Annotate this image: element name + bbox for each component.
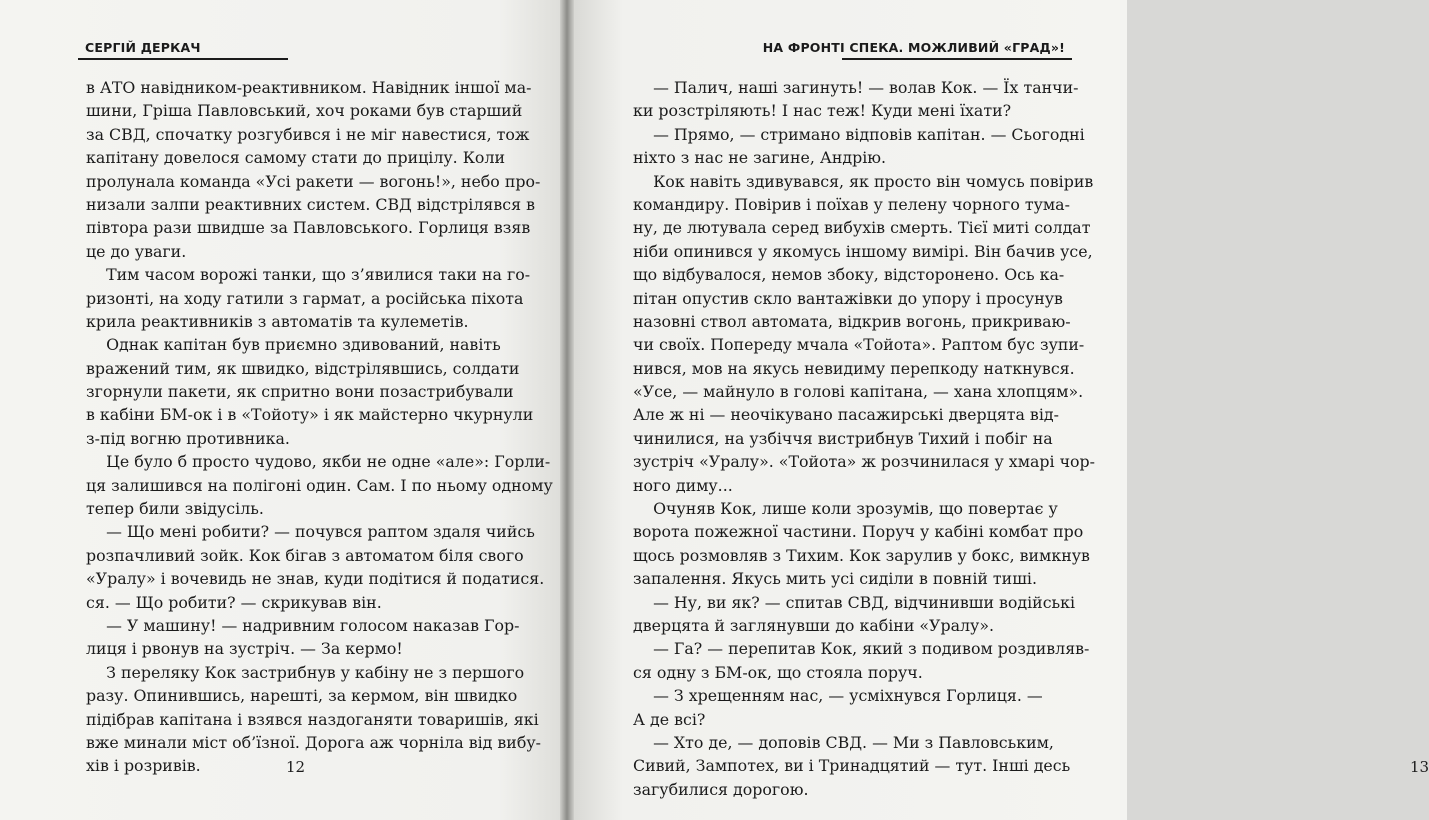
text-line: ну, де лютувала серед вибухів смерть. Тієї миті солдат: [633, 218, 1091, 238]
text-line: ного диму...: [633, 475, 733, 495]
text-line: — Га? — перепитав Кок, який з подивом роздивляв-: [633, 639, 1090, 659]
text-line: запалення. Якусь мить усі сиділи в повній тиші.: [633, 569, 1037, 589]
text-line: Кок навіть здивувався, як просто він чомусь повірив: [633, 171, 1094, 191]
text-line: вже минали міст об’їзної. Дорога аж чорніла від вибу-: [86, 732, 541, 752]
page-number-left: 12: [286, 758, 306, 776]
text-line: нився, мов на якусь невидиму перепкоду наткнувся.: [633, 358, 1075, 378]
text-line: «Уралу» і вочевидь не знав, куди подітися й податися.: [86, 569, 545, 589]
text-line: з-під вогню противника.: [86, 428, 290, 448]
text-line: — З хрещенням нас, — усміхнувся Горлиця. —: [633, 686, 1043, 706]
text-line: лиця і рвонув на зустріч. — За кермо!: [86, 639, 403, 659]
text-line: в АТО навідником-реактивником. Навідник іншої ма-: [86, 78, 532, 97]
text-line: — Що мені робити? — почувся раптом здаля чийсь: [86, 522, 535, 542]
text-line: ця залишився на полігоні один. Сам. І по ньому одному: [86, 475, 553, 495]
text-line: ки розстріляють! І нас теж! Куди мені їхати?: [633, 101, 1012, 121]
text-line: що відбувалося, немов збоку, відсторонено. Ось ка-: [633, 265, 1065, 285]
text-line: ніби опинився у якомусь іншому вимірі. Він бачив усе,: [633, 241, 1093, 261]
text-line: — Ну, ви як? — спитав СВД, відчинивши водійські: [633, 592, 1076, 612]
text-line: Це було б просто чудово, якби не одне «але»: Горли-: [86, 452, 551, 472]
text-line: щось розмовляв з Тихим. Кок зарулив у бокс, вимкнув: [633, 545, 1090, 565]
text-line: низали залпи реактивних систем. СВД відстрілявся в: [86, 194, 535, 214]
text-line: разу. Опинившись, нарешті, за кермом, він швидко: [86, 686, 518, 706]
book-gutter: [560, 0, 574, 820]
text-line: чи своїх. Попереду мчала «Тойота». Раптом бус зупи-: [633, 335, 1085, 355]
text-line: Однак капітан був приємно здивований, навіть: [86, 335, 501, 355]
text-line: тепер били звідусіль.: [86, 499, 264, 519]
text-line: Але ж ні — неочікувано пасажирські дверцята від-: [633, 405, 1059, 425]
text-line: Тим часом ворожі танки, що з’явилися таки на го-: [86, 265, 531, 285]
text-line: хів і розривів.: [86, 756, 201, 776]
text-line: шини, Гріша Павловський, хоч роками був старший: [86, 101, 523, 121]
text-line: це до уваги.: [86, 241, 187, 261]
text-line: згорнули пакети, як спритно вони позастрибували: [86, 382, 514, 402]
left-body-text: [86, 76, 553, 778]
text-line: вражений тим, як швидко, відстрілявшись, солдати: [86, 358, 520, 378]
text-line: розпачливий зойк. Кок бігав з автоматом біля свого: [86, 545, 524, 565]
text-line: Сивий, Зампотех, ви і Тринадцятий — тут. Інші десь: [633, 756, 1071, 776]
text-line: — Хто де, — доповів СВД. — Ми з Павловським,: [633, 732, 1054, 752]
left-page: [0, 0, 567, 820]
header-rule: [842, 58, 1072, 60]
text-line: загубилися дорогою.: [633, 779, 809, 799]
text-line: крила реактивників з автоматів та кулеметів.: [86, 311, 469, 331]
text-line: командиру. Повірив і поїхав у пелену чорного тума-: [633, 194, 1070, 214]
page-number-right: 13: [1410, 758, 1429, 776]
text-line: дверцята й заглянувши до кабіни «Уралу».: [633, 615, 995, 635]
text-line: капітану довелося самому стати до прицілу. Коли: [86, 148, 506, 168]
text-line: — Прямо, — стримано відповів капітан. — Сьогодні: [633, 124, 1085, 144]
text-line: за СВД, спочатку розгубився і не міг навестися, тож: [86, 124, 530, 144]
text-line: півтора рази швидше за Павловського. Горлиця взяв: [86, 218, 531, 238]
running-head-author: СЕРГІЙ ДЕРКАЧ: [85, 40, 201, 55]
text-line: — Палич, наші загинуть! — волав Кок. — Їх танчи-: [633, 78, 1079, 97]
text-line: ризонті, на ходу гатили з гармат, а російська піхота: [86, 288, 524, 308]
text-line: З переляку Кок застрибнув у кабіну не з першого: [86, 662, 525, 682]
right-body-text: [633, 76, 1095, 801]
text-line: ніхто з нас не загине, Андрію.: [633, 148, 887, 168]
text-line: назовні ствол автомата, відкрив вогонь, прикриваю-: [633, 311, 1071, 331]
text-line: — У машину! — надривним голосом наказав Гор-: [86, 615, 520, 635]
text-line: Очуняв Кок, лише коли зрозумів, що повертає у: [633, 499, 1058, 519]
text-line: підібрав капітана і взявся наздоганяти товаришів, які: [86, 709, 539, 729]
header-rule: [78, 58, 288, 60]
text-line: пролунала команда «Усі ракети — вогонь!», небо про-: [86, 171, 541, 191]
running-head-chapter: НА ФРОНТІ СПЕКА. МОЖЛИВИЙ «ГРАД»!: [762, 40, 1065, 55]
text-line: «Усе, — майнуло в голові капітана, — хана хлопцям».: [633, 382, 1084, 402]
text-line: чинилися, на узбіччя вистрибнув Тихий і побіг на: [633, 428, 1053, 448]
text-line: пітан опустив скло вантажівки до упору і просунув: [633, 288, 1063, 308]
text-line: в кабіни БМ-ок і в «Тойоту» і як майстерно чкурнули: [86, 405, 534, 425]
text-line: ся. — Що робити? — скрикував він.: [86, 592, 382, 612]
text-line: зустріч «Уралу». «Тойота» ж розчинилася у хмарі чор-: [633, 452, 1095, 472]
text-line: ворота пожежної частини. Поруч у кабіні комбат про: [633, 522, 1084, 542]
text-line: А де всі?: [633, 709, 706, 729]
text-line: ся одну з БМ-ок, що стояла поруч.: [633, 662, 923, 682]
